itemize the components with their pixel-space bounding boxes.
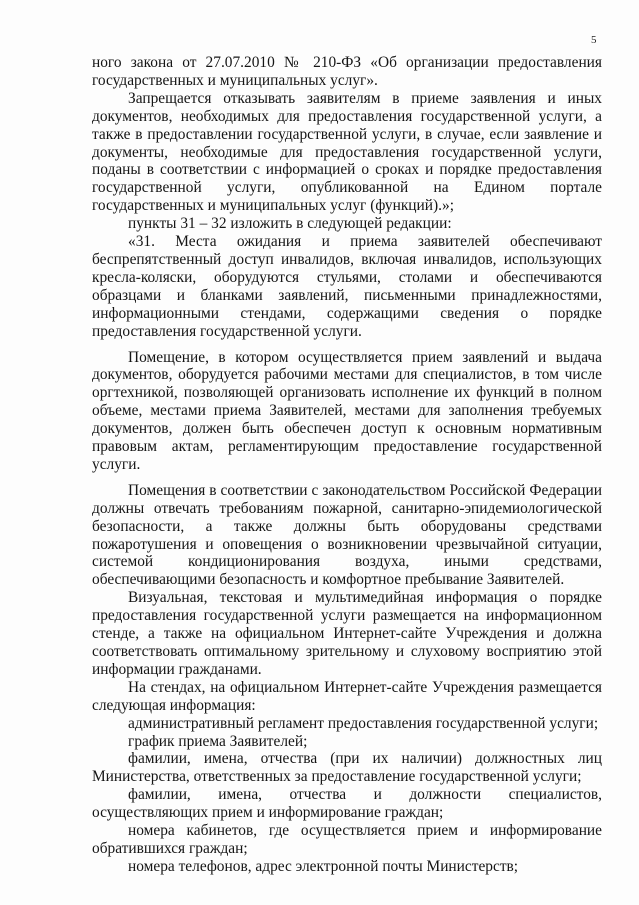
list-item: фамилии, имена, отчества (при их наличии) должностных лиц Министерства, ответственных за предоставление государственной услуги; bbox=[92, 750, 602, 786]
paragraph-visual-information: Визуальная, текстовая и мультимедийная информация о порядке предоставления государственной услуги размещается на информационном стенде, а также на официальном Интернет-сайте Учреждения и должна соответствовать оптимальному зрительному и слуховому восприятию этой информации гражданами. bbox=[92, 589, 602, 678]
page-number: 5 bbox=[591, 34, 597, 46]
paragraph-amendment-intro: пункты 31 – 32 изложить в следующей редакции: bbox=[128, 215, 452, 233]
list-item: номера кабинетов, где осуществляется прием и информирование обратившихся граждан; bbox=[92, 822, 602, 857]
list-item: номера телефонов, адрес электронной почты Министерств; bbox=[128, 857, 519, 875]
paragraph-law-reference: ного закона от 27.07.2010 № 210-ФЗ «Об организации предоставления государственных и муниципальных услуг». bbox=[92, 54, 602, 89]
paragraph-stands-intro: На стендах, на официальном Интернет-сайте Учреждения размещается следующая информация: bbox=[92, 678, 602, 714]
paragraph-refusal-prohibition: Запрещается отказывать заявителям в приеме заявления и иных документов, необходимых для предоставления государственной услуги, а также в предоставлении государственной услуги, в случае, если заявление и документы, необходимые для предоставления государственной услуги, поданы в соответствии с информацией о сроках и порядке предоставления государственной услуги, опубликованной на Едином портале государственных и муниципальных услуг (функций).»; bbox=[92, 89, 602, 215]
list-item: административный регламент предоставления государственной услуги; bbox=[128, 714, 599, 732]
paragraph-point-31: «31. Места ожидания и приема заявителей обеспечивают беспрепятственный доступ инвалидов, включая инвалидов, использующих кресла-коляски, оборудуются стульями, столами и обеспечиваются образцами и бланками заявлений, письменными принадлежностями, информационными стендами, содержащими сведения о порядке предоставления государственной услуги. bbox=[92, 233, 602, 340]
list-item: график приема Заявителей; bbox=[128, 732, 308, 750]
list-item: фамилии, имена, отчества и должности специалистов, осуществляющих прием и информирование граждан; bbox=[92, 786, 602, 822]
document-body bbox=[92, 54, 602, 876]
paragraph-safety-requirements: Помещения в соответствии с законодательством Российской Федерации должны отвечать требованиям пожарной, санитарно-эпидемиологической безопасности, а также должны быть оборудованы средствами пожаротушения и оповещения о возникновении чрезвычайной ситуации, системой кондиционирования воздуха, иными средствами, обеспечивающими безопасность и комфортное пребывание Заявителей. bbox=[92, 481, 602, 589]
paragraph-premises-equipment: Помещение, в котором осуществляется прием заявлений и выдача документов, оборудуется рабочими местами для специалистов, в том числе оргтехникой, позволяющей организовать исполнение их функций в полном объеме, местами приема Заявителей, местами для заполнения требуемых документов, должен быть обеспечен доступ к основным нормативным правовым актам, регламентирующим предоставление государственной услуги. bbox=[92, 348, 602, 473]
